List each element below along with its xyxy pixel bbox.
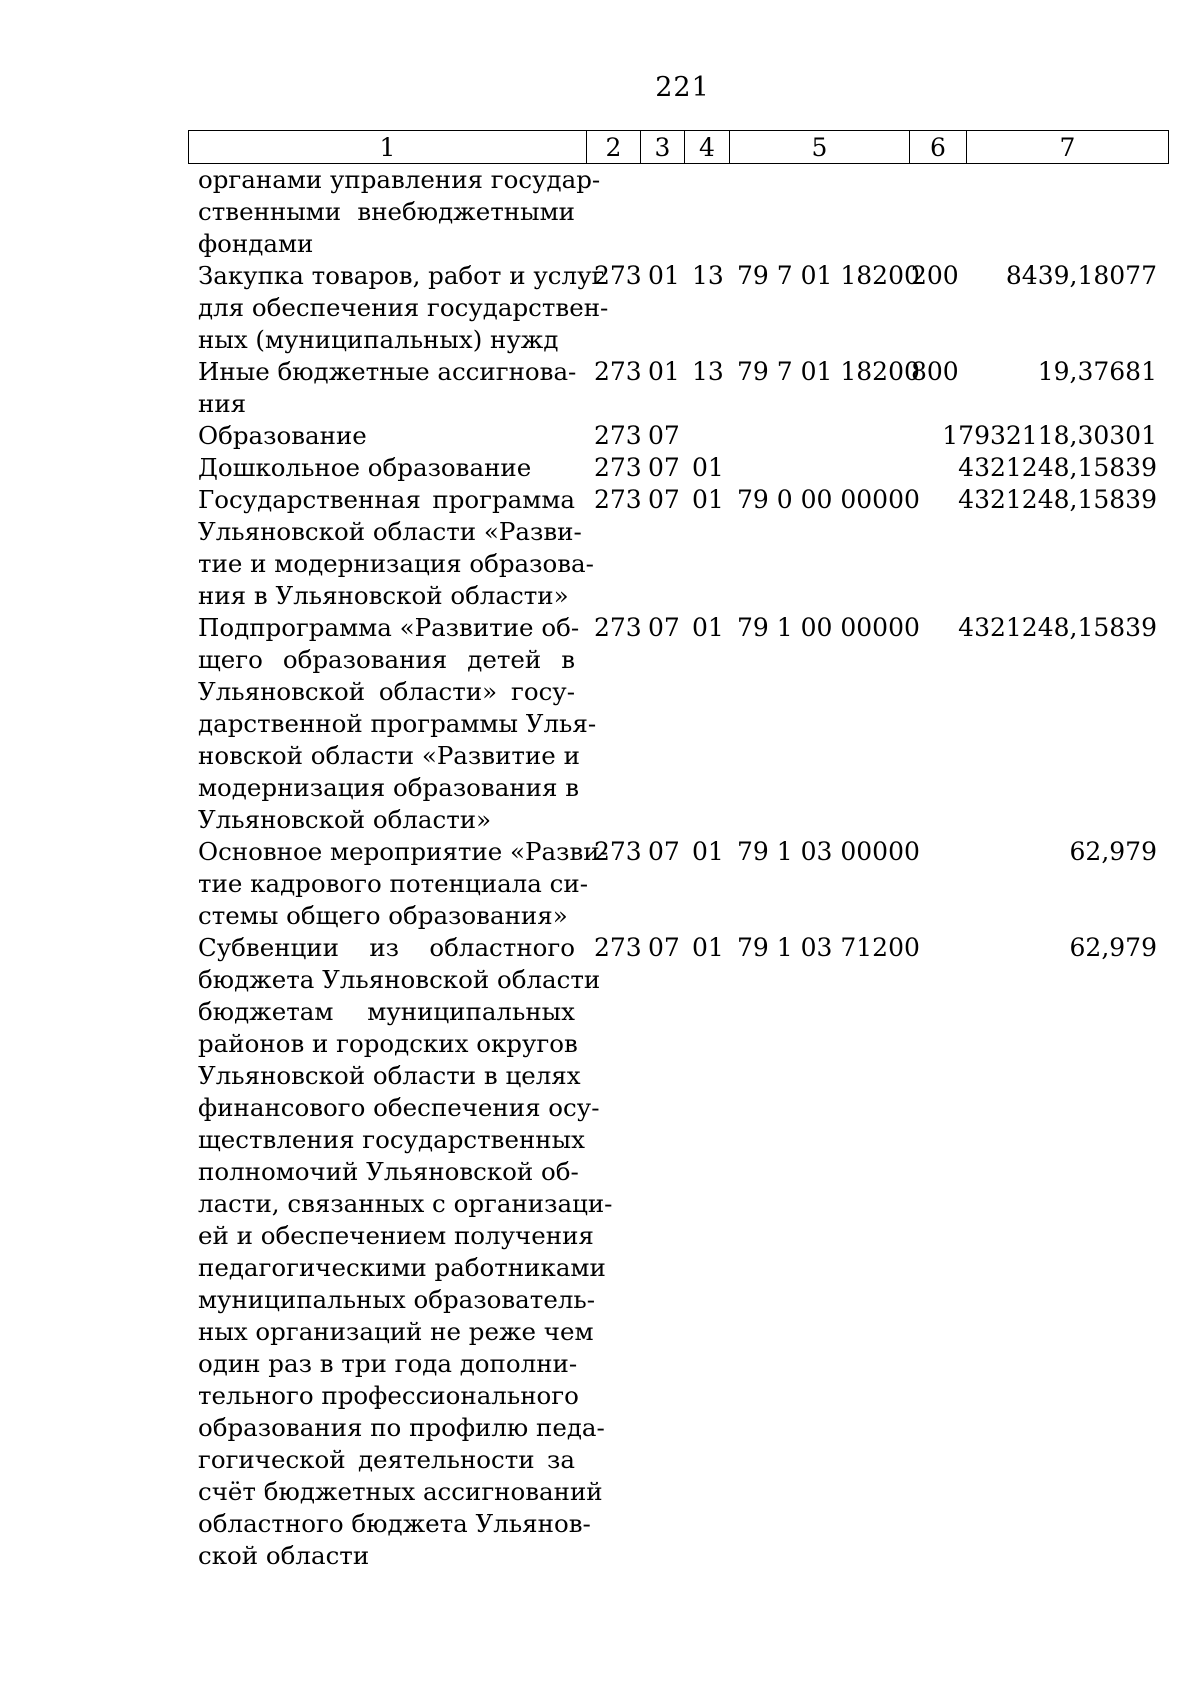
cell-col-7: 8439,18077: [1005, 261, 1157, 290]
table-row: [0, 452, 1200, 484]
description-line: ственными внебюджетными: [198, 197, 575, 226]
description-line: педагогическими работниками: [198, 1253, 606, 1282]
description-line: Иные бюджетные ассигнова-: [198, 357, 577, 386]
description-line: полномочий Ульяновской об-: [198, 1157, 579, 1186]
description-line: Закупка товаров, работ и услуг: [198, 261, 605, 290]
cell-col-4: 01: [692, 485, 724, 514]
cell-col-6: 200: [911, 261, 959, 290]
description-line: тие и модернизация образова-: [198, 549, 594, 578]
header-col-3: 3: [641, 131, 685, 163]
cell-col-7: 62,979: [1069, 933, 1157, 962]
cell-col-7: 4321248,15839: [958, 485, 1157, 514]
header-col-5: 5: [730, 131, 910, 163]
table-row: [0, 932, 1200, 1572]
description-line: органами управления государ-: [198, 165, 601, 194]
description-line: ласти, связанных с организаци-: [198, 1189, 613, 1218]
cell-col-7: 62,979: [1069, 837, 1157, 866]
cell-col-7: 4321248,15839: [958, 453, 1157, 482]
description-line: ния в Ульяновской области»: [198, 581, 569, 610]
cell-col-3: 07: [648, 421, 680, 450]
cell-col-2: 273: [594, 613, 642, 642]
cell-col-7: 17932118,30301: [942, 421, 1157, 450]
description-line: Ульяновской области» госу-: [198, 677, 575, 706]
cell-col-7: 4321248,15839: [958, 613, 1157, 642]
cell-col-2: 273: [594, 421, 642, 450]
cell-col-3: 01: [648, 261, 680, 290]
cell-col-5: 79 1 00 00000: [737, 613, 920, 642]
description-line: щего образования детей в: [198, 645, 575, 674]
row-description: [198, 836, 608, 932]
cell-col-2: 273: [594, 485, 642, 514]
description-line: Образование: [198, 421, 367, 450]
description-line: Ульяновской области в целях: [198, 1061, 581, 1090]
cell-col-3: 07: [648, 485, 680, 514]
description-line: финансового обеспечения осу-: [198, 1093, 600, 1122]
description-line: стемы общего образования»: [198, 901, 568, 930]
table-row: [0, 484, 1200, 612]
header-col-1: 1: [189, 131, 587, 163]
cell-col-6: 800: [911, 357, 959, 386]
description-line: Ульяновской области»: [198, 805, 492, 834]
description-line: Подпрограмма «Развитие об-: [198, 613, 580, 642]
header-col-2: 2: [587, 131, 641, 163]
description-line: модернизация образования в: [198, 773, 580, 802]
cell-col-2: 273: [594, 837, 642, 866]
description-line: фондами: [198, 229, 314, 258]
row-description: [198, 420, 575, 452]
description-line: ей и обеспечением получения: [198, 1221, 594, 1250]
row-description: [198, 932, 613, 1572]
header-col-7: 7: [1059, 132, 1076, 162]
cell-col-3: 07: [648, 933, 680, 962]
cell-col-2: 273: [594, 357, 642, 386]
header-col-4: 4: [685, 131, 730, 163]
cell-col-4: 13: [692, 357, 724, 386]
description-line: тельного профессионального: [198, 1381, 579, 1410]
description-line: новской области «Развитие и: [198, 741, 580, 770]
row-description: [198, 164, 601, 260]
table-row: [0, 164, 1200, 260]
description-line: областного бюджета Ульянов-: [198, 1509, 591, 1538]
cell-col-5: 79 7 01 18200: [737, 261, 920, 290]
header-col-6: 6: [910, 131, 967, 163]
description-line: тие кадрового потенциала си-: [198, 869, 588, 898]
cell-col-2: 273: [594, 933, 642, 962]
description-line: ных организаций не реже чем: [198, 1317, 594, 1346]
cell-col-4: 01: [692, 613, 724, 642]
description-line: ния: [198, 389, 247, 418]
cell-col-3: 07: [648, 453, 680, 482]
cell-col-4: 01: [692, 837, 724, 866]
description-line: Дошкольное образование: [198, 453, 532, 482]
description-line: для обеспечения государствен-: [198, 293, 609, 322]
row-description: [198, 452, 575, 484]
row-description: [198, 356, 575, 420]
description-line: бюджетам муниципальных: [198, 997, 575, 1026]
cell-col-5: 79 0 00 00000: [737, 485, 920, 514]
description-line: образования по профилю педа-: [198, 1413, 605, 1442]
table-row: [0, 420, 1200, 452]
table-body: [0, 164, 1200, 1572]
cell-col-5: 79 1 03 00000: [737, 837, 920, 866]
description-line: один раз в три года дополни-: [198, 1349, 578, 1378]
description-line: Субвенции из областного: [198, 933, 575, 962]
cell-col-3: 01: [648, 357, 680, 386]
cell-col-4: 13: [692, 261, 724, 290]
row-description: [198, 260, 609, 356]
description-line: Ульяновской области «Разви-: [198, 517, 582, 546]
description-line: муниципальных образователь-: [198, 1285, 596, 1314]
table-row: [0, 836, 1200, 932]
page-number: 221: [655, 72, 710, 103]
row-description: [198, 612, 597, 836]
cell-col-5: 79 1 03 71200: [737, 933, 920, 962]
table-header: [188, 130, 1169, 164]
cell-col-3: 07: [648, 837, 680, 866]
description-line: бюджета Ульяновской области: [198, 965, 601, 994]
cell-col-4: 01: [692, 933, 724, 962]
cell-col-2: 273: [594, 261, 642, 290]
cell-col-7: 19,37681: [1037, 357, 1157, 386]
table-row: [0, 356, 1200, 420]
table-row: [0, 612, 1200, 836]
row-description: [198, 484, 594, 612]
description-line: гогической деятельности за: [198, 1445, 575, 1474]
description-line: Государственная программа: [198, 485, 575, 514]
description-line: счёт бюджетных ассигнований: [198, 1477, 603, 1506]
cell-col-4: 01: [692, 453, 724, 482]
cell-col-2: 273: [594, 453, 642, 482]
description-line: Основное мероприятие «Разви-: [198, 837, 608, 866]
description-line: ществления государственных: [198, 1125, 585, 1154]
description-line: дарственной программы Улья-: [198, 709, 597, 738]
table-row: [0, 260, 1200, 356]
cell-col-5: 79 7 01 18200: [737, 357, 920, 386]
cell-col-3: 07: [648, 613, 680, 642]
description-line: районов и городских округов: [198, 1029, 578, 1058]
description-line: ской области: [198, 1541, 370, 1570]
description-line: ных (муниципальных) нужд: [198, 325, 559, 354]
